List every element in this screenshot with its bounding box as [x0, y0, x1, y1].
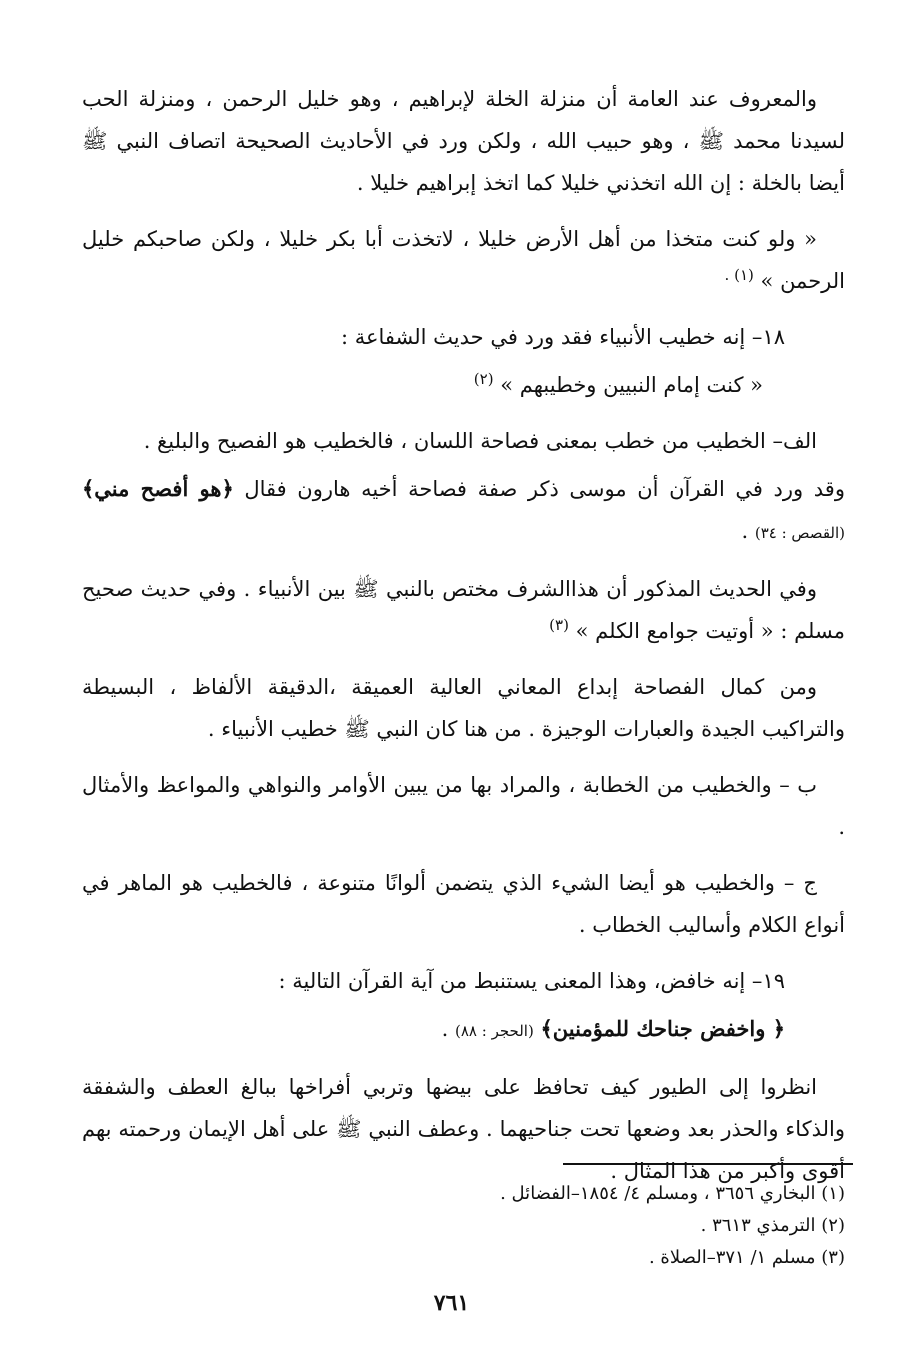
- footnote-marker-3: (٣): [549, 616, 569, 634]
- paragraph-musa-harun: [82, 468, 845, 554]
- hadith-imam-text: « كنت إمام النبيين وخطيبهم »: [500, 373, 763, 397]
- hadith-imam-annabiyyin: [82, 364, 845, 406]
- footnote-2: (٢) الترمذي ٣٦١٣ .: [700, 1215, 845, 1236]
- page-number: ٧٦١: [433, 1290, 470, 1316]
- hadith-khalil: [82, 218, 845, 302]
- paragraph-birds-analogy: انظروا إلى الطيور كيف تحافظ على بيضها وتربي أفراخها ببالغ العطف والشفقة والذكاء والحذر بعد وضعها تحت جناحيهما . وعطف النبي ﷺ على أهل الإيمان ورحمته بهم أقوى وأكبر من هذا المثال .: [82, 1075, 845, 1183]
- paragraph-jim-alwan: ج – والخطيب هو أيضا الشيء الذي يتضمن ألوانًا متنوعة ، فالخطيب هو الماهر في أنواع الكلام وأساليب الخطاب .: [82, 871, 845, 937]
- paragraph-alif-khatib: الف– الخطيب من خطب بمعنى فصاحة اللسان ، فالخطيب هو الفصيح والبليغ .: [143, 429, 817, 453]
- musa-harun-text: وقد ورد في القرآن أن موسى ذكر صفة فصاحة أخيه هارون فقال: [244, 477, 845, 501]
- hadith-sharaf-text: وفي الحديث المذكور أن هذاالشرف مختص بالنبي ﷺ بين الأنبياء . وفي حديث صحيح مسلم : « أوتيت جوامع الكلم »: [82, 577, 845, 643]
- footnote-3: (٣) مسلم ١/ ٣٧١–الصلاة .: [648, 1247, 845, 1268]
- hadith-khalil-text: « ولو كنت متخذا من أهل الأرض خليلا ، لاتخذت أبا بكر خليلا ، ولكن صاحبكم خليل الرحمن »: [82, 227, 845, 293]
- quran-verse-ikhfid: [82, 1008, 845, 1052]
- quran-verse-afsah: ﴿هو أفصح مني﴾: [82, 476, 234, 501]
- heading-point-18: ١٨– إنه خطيب الأنبياء فقد ورد في حديث الشفاعة :: [340, 325, 785, 349]
- period: .: [741, 519, 749, 543]
- quran-verse-ikhfid-text: ﴿ واخفض جناحك للمؤمنين﴾: [540, 1016, 785, 1041]
- paragraph-ba-khitaba: ب – والخطيب من الخطابة ، والمراد بها من يبين الأوامر والنواهي والمواعظ والأمثال .: [82, 773, 845, 839]
- period: .: [441, 1017, 449, 1041]
- heading-point-19: ١٩– إنه خافض، وهذا المعنى يستنبط من آية القرآن التالية :: [278, 969, 785, 993]
- paragraph-khulla-intro: والمعروف عند العامة أن منزلة الخلة لإبراهيم ، وهو خليل الرحمن ، ومنزلة الحب لسيدنا محمد ﷺ ، وهو حبيب الله ، ولكن ورد في الأحاديث الصحيحة اتصاف النبي ﷺ أيضا بالخلة : إن الله اتخذني خليلا كما اتخذ إبراهيم خليلا .: [82, 87, 845, 195]
- paragraph-fasaha: ومن كمال الفصاحة إبداع المعاني العالية العميقة ،الدقيقة الألفاظ ، البسيطة والتراكيب الجيدة والعبارات الوجيزة . من هنا كان النبي ﷺ خطيب الأنبياء .: [82, 675, 845, 741]
- quran-ref-hijr: (الحجر : ٨٨): [455, 1022, 534, 1040]
- footnote-1: (١) البخاري ٣٦٥٦ ، ومسلم ٤/ ١٨٥٤–الفضائل .: [500, 1183, 845, 1204]
- paragraph-hadith-sharaf: [82, 568, 845, 652]
- footnote-divider: [563, 1163, 853, 1165]
- footnotes: [82, 1178, 845, 1274]
- footnote-marker-1: (١) .: [724, 266, 754, 284]
- quran-ref-qasas: (القصص : ٣٤): [754, 524, 845, 542]
- footnote-marker-2: (٢): [473, 370, 494, 388]
- page-body: [82, 78, 845, 1206]
